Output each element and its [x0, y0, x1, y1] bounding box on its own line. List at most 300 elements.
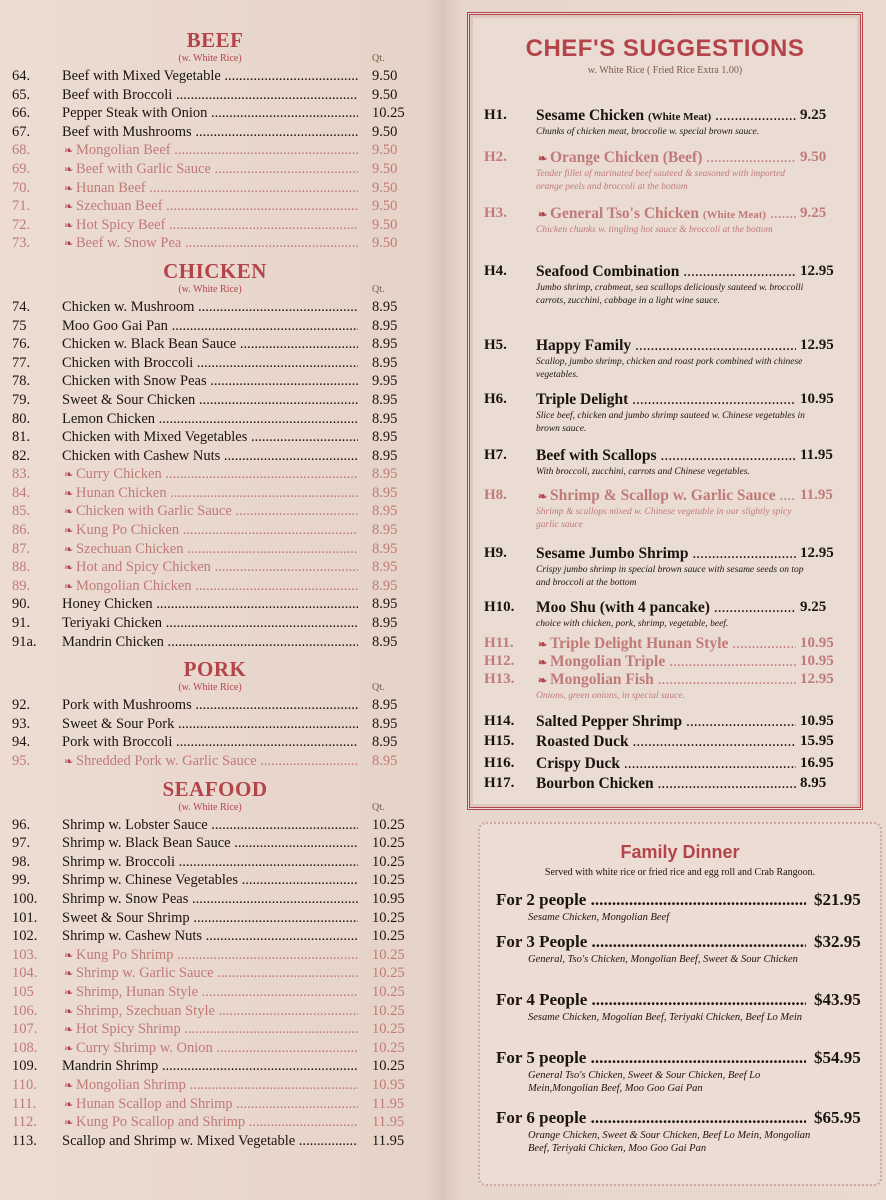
- item-name-text: Curry Shrimp w. Onion: [75, 1039, 213, 1056]
- item-name-text: Curry Chicken: [75, 466, 162, 483]
- item-price: 9.50: [800, 149, 827, 165]
- item-price: 8.95: [372, 697, 398, 714]
- menu-item-row: [10, 633, 420, 652]
- item-name-text: Chicken with Cashew Nuts: [62, 447, 221, 464]
- item-price: 10.25: [372, 965, 405, 982]
- seafood-rice-note: (w. White Rice): [178, 801, 242, 813]
- item-number: 91.: [12, 615, 31, 632]
- option-label: For 3 People .....: [496, 932, 806, 952]
- item-name: [536, 599, 796, 617]
- item-price: 9.50: [372, 160, 398, 177]
- item-number: 82.: [12, 447, 31, 464]
- item-name-text: Pork with Mushrooms: [62, 697, 192, 714]
- hot-pepper-icon: ❧: [64, 756, 76, 768]
- item-description: choice with chicken, pork, shrimp, vegetable, beef.: [536, 619, 729, 629]
- item-description: Scallop, jumbo shrimp, chicken and roast pork combined with chinese vegetables.: [536, 357, 803, 380]
- item-number: 89.: [12, 577, 31, 594]
- item-name-text: Lemon Chicken: [62, 410, 156, 427]
- item-name-text: Pepper Steak with Onion: [62, 105, 208, 122]
- item-name-text: Triple Delight Hunan Style: [549, 635, 729, 652]
- item-name-text: Chicken with Snow Peas: [62, 373, 207, 390]
- item-number: 99.: [12, 872, 31, 889]
- option-price: $21.95: [814, 890, 861, 909]
- hot-pepper-icon: ❧: [64, 145, 76, 158]
- item-name-text: Sesame Jumbo Shrimp: [536, 545, 689, 562]
- menu-item-row: [10, 372, 420, 391]
- item-price: 8.95: [372, 522, 398, 539]
- item-name: [62, 558, 358, 577]
- chicken-section: [10, 259, 420, 651]
- item-number: 75: [12, 317, 27, 334]
- item-name-text: Beef with Scallops: [536, 447, 657, 464]
- item-price: 11.95: [372, 1095, 405, 1112]
- item-price: 10.95: [372, 1076, 405, 1093]
- item-number: 80.: [12, 410, 31, 427]
- item-name: [536, 635, 796, 653]
- item-name-text: Shrimp, Hunan Style: [75, 983, 199, 1000]
- hot-pepper-icon: ❧: [64, 163, 76, 176]
- item-price: 8.95: [372, 753, 398, 769]
- item-name: [62, 614, 358, 632]
- hot-pepper-icon: ❧: [64, 1098, 76, 1111]
- item-name: [62, 595, 358, 613]
- item-name: [536, 671, 796, 689]
- hot-pepper-icon: ❧: [64, 182, 76, 195]
- item-name: [62, 983, 358, 1002]
- menu-item-row: [10, 558, 420, 577]
- menu-item-row: [10, 335, 420, 354]
- item-note: (White Meat): [647, 111, 712, 123]
- item-name-text: Happy Family: [536, 337, 632, 354]
- item-code: H6.: [484, 391, 507, 407]
- item-number: 68.: [12, 142, 31, 159]
- item-name-text: Mongolian Fish: [549, 671, 654, 688]
- item-number: 96.: [12, 816, 31, 833]
- item-name-text: Sweet & Sour Chicken: [62, 391, 196, 408]
- item-name: [62, 964, 358, 983]
- beef-section: [10, 28, 420, 253]
- item-code: H4.: [484, 263, 507, 279]
- menu-item-row: [10, 540, 420, 559]
- menu-item-row: [10, 123, 420, 142]
- item-number: 109.: [12, 1058, 38, 1075]
- item-number: 103.: [12, 946, 38, 963]
- item-description: Shrimp & scallops mixed w. Chinese vegetable in our slightly spicy garlic sauce: [536, 507, 792, 530]
- item-name-text: Moo Goo Gai Pan: [62, 317, 168, 334]
- menu-item-row: [10, 1002, 420, 1021]
- option-description: Sesame Chicken, Mongolian Beef: [528, 912, 670, 923]
- item-name-text: Mongolian Chicken: [75, 577, 192, 594]
- chicken-section-subheader: [10, 284, 420, 298]
- menu-item-row: [10, 890, 420, 909]
- item-name: [536, 263, 796, 281]
- item-number: 64.: [12, 68, 31, 84]
- item-name: [62, 909, 358, 927]
- beef-section-subheader: [10, 53, 420, 67]
- item-price: 9.50: [372, 123, 398, 140]
- family-dinner-title: Family Dinner: [620, 842, 740, 862]
- item-name: [62, 123, 358, 141]
- hot-pepper-icon: ❧: [538, 639, 550, 651]
- menu-item-row: [10, 179, 420, 198]
- item-name-text: Moo Shu (with 4 pancake): [536, 599, 710, 616]
- item-name: [62, 577, 358, 596]
- menu-item-row: [10, 141, 420, 160]
- item-name: [62, 67, 358, 85]
- menu-item-row: [10, 67, 420, 86]
- item-name-text: Szechuan Beef: [75, 198, 163, 215]
- hot-pepper-icon: ❧: [64, 525, 76, 538]
- item-number: 112.: [12, 1114, 37, 1131]
- item-name: [62, 1095, 358, 1114]
- chefs-suggestions-subtitle: w. White Rice ( Fried Rice Extra 1.00): [587, 65, 743, 76]
- item-number: 71.: [12, 198, 31, 215]
- option-label: For 6 people .....: [496, 1108, 806, 1128]
- item-number: 81.: [12, 429, 31, 446]
- hot-pepper-icon: ❧: [64, 986, 76, 999]
- menu-item-row: [10, 502, 420, 521]
- item-price: 8.95: [372, 633, 398, 650]
- hot-pepper-icon: ❧: [64, 562, 76, 575]
- seafood-qt-label: Qt.: [372, 801, 385, 813]
- item-price: 11.95: [372, 1132, 405, 1149]
- hot-pepper-icon: ❧: [538, 675, 550, 687]
- item-code: H14.: [484, 713, 515, 729]
- item-code: H10.: [484, 599, 515, 615]
- menu-item-row: [10, 1132, 420, 1151]
- item-number: 107.: [12, 1021, 38, 1038]
- item-price: 8.95: [372, 559, 398, 576]
- item-name: [536, 775, 796, 793]
- item-number: 74.: [12, 298, 31, 315]
- seafood-section-subheader: [10, 802, 420, 816]
- item-code: H7.: [484, 447, 507, 463]
- option-label: For 2 people .....: [496, 890, 806, 910]
- item-name: [62, 1076, 358, 1095]
- menu-item-row: [10, 577, 420, 596]
- item-number: 98.: [12, 853, 31, 870]
- item-price: 8.95: [372, 429, 398, 446]
- hot-pepper-icon: ❧: [538, 209, 550, 221]
- item-name: [62, 179, 358, 198]
- item-name: [536, 107, 796, 125]
- item-price: 10.95: [800, 713, 834, 729]
- item-note: (White Meat): [702, 209, 767, 221]
- item-number: 70.: [12, 179, 31, 196]
- item-name: [62, 521, 358, 540]
- item-description: Tender fillet of marinated beef sauteed & seasoned with imported orange peels and broccoli at the bottom: [536, 169, 785, 192]
- item-name: [536, 447, 796, 465]
- item-name: [536, 391, 796, 409]
- family-dinner-panel: [478, 822, 882, 1186]
- item-name: [62, 1039, 358, 1058]
- menu-item-row: [10, 1076, 420, 1095]
- item-code: H5.: [484, 337, 507, 353]
- item-name: [536, 149, 796, 167]
- item-price: 8.95: [372, 447, 398, 464]
- item-name-text: Shrimp, Szechuan Style: [75, 1002, 215, 1019]
- item-code: H2.: [484, 149, 507, 165]
- beef-rice-note: (w. White Rice): [178, 53, 242, 64]
- hot-pepper-icon: ❧: [64, 1024, 76, 1037]
- item-name: [62, 1132, 358, 1150]
- item-name-text: Beef with Garlic Sauce: [75, 160, 211, 177]
- item-number: 94.: [12, 734, 31, 751]
- item-description: Jumbo shrimp, crabmeat, sea scallops deliciously sauteed w. broccolli carrots, zucchini, cabbage in a light wine sauce.: [536, 283, 804, 306]
- item-name: [536, 487, 796, 505]
- left-menu-column: [10, 28, 420, 1150]
- item-name: [62, 197, 358, 216]
- item-name: [62, 317, 358, 335]
- chefs-suggestions-title: CHEF'S SUGGESTIONS: [525, 35, 805, 62]
- menu-item-row: [10, 447, 420, 466]
- menu-item-row: [10, 521, 420, 540]
- hot-pepper-icon: ❧: [64, 506, 76, 519]
- item-name-text: Beef with Mixed Vegetable: [62, 68, 221, 84]
- item-code: H8.: [484, 487, 507, 503]
- item-price: 9.50: [372, 235, 398, 252]
- item-name-text: Chicken with Broccoli: [62, 354, 194, 371]
- item-name-text: Hunan Beef: [75, 179, 146, 196]
- item-price: 10.25: [372, 946, 405, 963]
- menu-item-row: [10, 834, 420, 853]
- menu-item-row: [10, 391, 420, 410]
- item-name: [62, 927, 358, 945]
- item-name-text: Shrimp w. Broccoli: [62, 853, 176, 870]
- pork-rice-note: (w. White Rice): [178, 682, 242, 694]
- item-name-text: Honey Chicken: [62, 596, 153, 613]
- item-code: H15.: [484, 733, 515, 749]
- item-price: 9.50: [372, 142, 398, 159]
- item-name: [536, 653, 796, 671]
- item-price: 9.50: [372, 198, 398, 215]
- item-code: H3.: [484, 205, 507, 221]
- item-name: [62, 465, 358, 484]
- item-name: [62, 816, 358, 834]
- menu-item-row: [10, 410, 420, 429]
- chicken-section-title: CHICKEN: [163, 258, 267, 283]
- item-price: 10.25: [372, 853, 405, 870]
- item-number: 65.: [12, 86, 31, 103]
- item-number: 72.: [12, 216, 31, 233]
- item-code: H12.: [484, 653, 515, 669]
- item-name: [62, 502, 358, 521]
- pork-section-title: PORK: [183, 657, 247, 682]
- menu-item-row: [10, 964, 420, 983]
- item-price: 10.25: [372, 1021, 405, 1038]
- hot-pepper-icon: ❧: [64, 580, 76, 593]
- item-price: 10.25: [372, 983, 405, 1000]
- item-code: H17.: [484, 775, 515, 791]
- item-name-text: Kung Po Shrimp: [75, 946, 174, 963]
- item-number: 104.: [12, 965, 38, 982]
- item-price: 8.95: [372, 466, 398, 483]
- menu-item-row: [10, 614, 420, 633]
- hot-pepper-icon: ❧: [538, 657, 550, 669]
- item-name-text: Chicken with Garlic Sauce: [75, 503, 232, 520]
- item-number: 108.: [12, 1039, 38, 1056]
- item-number: 90.: [12, 596, 31, 613]
- item-price: 10.25: [372, 1002, 405, 1019]
- item-name-text: Shrimp w. Black Bean Sauce: [62, 835, 231, 852]
- item-name: [536, 545, 796, 563]
- item-price: 12.95: [800, 671, 834, 687]
- item-price: 8.95: [372, 391, 398, 408]
- beef-qt-label: Qt.: [372, 53, 385, 64]
- item-number: 84.: [12, 484, 31, 501]
- menu-item-row: [10, 1039, 420, 1058]
- item-price: 11.95: [800, 447, 833, 463]
- item-price: 8.95: [372, 484, 398, 501]
- item-number: 110.: [12, 1076, 37, 1093]
- item-name: [536, 733, 796, 751]
- item-name: [62, 752, 358, 771]
- item-price: 8.95: [800, 775, 827, 791]
- item-name: [62, 160, 358, 179]
- item-number: 85.: [12, 503, 31, 520]
- item-price: 8.95: [372, 410, 398, 427]
- menu-item-row: [10, 816, 420, 835]
- hot-pepper-icon: ❧: [538, 153, 550, 165]
- option-price: $65.95: [814, 1108, 861, 1127]
- item-number: 102.: [12, 928, 38, 945]
- item-description: Onions, green onions, in special sauce.: [536, 691, 685, 701]
- menu-item-row: [10, 853, 420, 872]
- option-description: Sesame Chicken, Mogolian Beef, Teriyaki Chicken, Beef Lo Mein: [528, 1012, 802, 1023]
- item-price: 10.95: [800, 635, 834, 651]
- item-number: 79.: [12, 391, 31, 408]
- item-description: Chunks of chicken meat, broccolie w. special brown sauce.: [536, 127, 760, 137]
- item-number: 76.: [12, 336, 31, 353]
- item-name-text: Shredded Pork w. Garlic Sauce: [75, 753, 257, 769]
- item-name: [62, 834, 358, 852]
- menu-item-row: [10, 715, 420, 734]
- menu-item-row: [10, 696, 420, 715]
- hot-pepper-icon: ❧: [538, 491, 550, 503]
- item-price: 16.95: [800, 755, 834, 771]
- item-name-text: Hot Spicy Shrimp: [75, 1021, 181, 1038]
- item-name-text: Mongolian Beef: [75, 142, 171, 159]
- chicken-rice-note: (w. White Rice): [178, 283, 242, 295]
- item-price: 10.95: [800, 653, 834, 669]
- item-price: 9.25: [800, 205, 827, 221]
- item-name: [62, 715, 358, 733]
- item-number: 106.: [12, 1002, 38, 1019]
- item-name-text: Shrimp w. Garlic Sauce: [75, 965, 214, 982]
- item-price: 8.95: [372, 615, 398, 632]
- item-name-text: Hunan Scallop and Shrimp: [75, 1095, 233, 1112]
- option-price: $54.95: [814, 1048, 861, 1067]
- item-price: 8.95: [372, 715, 398, 732]
- item-description: With broccoli, zucchini, carrots and Chinese vegetables.: [536, 467, 750, 477]
- item-number: 92.: [12, 697, 31, 714]
- item-name-text: Mongolian Triple: [549, 653, 666, 670]
- item-number: 101.: [12, 909, 38, 926]
- menu-item-row: [10, 160, 420, 179]
- menu-item-row: [10, 234, 420, 253]
- item-price: 9.50: [372, 179, 398, 196]
- hot-pepper-icon: ❧: [64, 238, 76, 251]
- option-label: For 4 People .....: [496, 990, 806, 1010]
- item-name: [62, 216, 358, 235]
- item-price: 10.25: [372, 872, 405, 889]
- option-description: General Tso's Chicken, Sweet & Sour Chicken, Beef Lo Mein,Mongolian Beef, Moo Goo Gai Pan: [528, 1070, 761, 1094]
- chicken-qt-label: Qt.: [372, 283, 385, 295]
- item-number: 67.: [12, 123, 31, 140]
- item-name-text: Orange Chicken (Beef): [549, 149, 703, 166]
- item-price: 8.95: [372, 596, 398, 613]
- hot-pepper-icon: ❧: [64, 487, 76, 500]
- item-number: 83.: [12, 466, 31, 483]
- seafood-section-title: SEAFOOD: [162, 776, 268, 801]
- item-number: 95.: [12, 753, 31, 769]
- item-price: 9.50: [372, 216, 398, 233]
- item-code: H13.: [484, 671, 515, 687]
- item-name-text: Mongolian Shrimp: [75, 1076, 186, 1093]
- menu-item-row: [10, 909, 420, 928]
- item-name: [62, 86, 358, 104]
- item-name: [62, 141, 358, 160]
- item-price: 10.25: [372, 1039, 405, 1056]
- item-name-text: Kung Po Scallop and Shrimp: [75, 1114, 246, 1131]
- item-name-text: Shrimp w. Lobster Sauce: [62, 816, 208, 833]
- item-name: [62, 1057, 358, 1075]
- hot-pepper-icon: ❧: [64, 1005, 76, 1018]
- item-name: [62, 633, 358, 651]
- item-number: 97.: [12, 835, 31, 852]
- item-price: 15.95: [800, 733, 834, 749]
- item-price: 10.25: [372, 928, 405, 945]
- menu-item-row: [10, 983, 420, 1002]
- item-price: 9.25: [800, 599, 827, 615]
- item-name: [62, 104, 358, 122]
- item-number: 105: [12, 983, 34, 1000]
- item-price: 9.25: [800, 107, 827, 123]
- beef-section-title: BEEF: [186, 28, 244, 52]
- menu-item-row: [10, 317, 420, 336]
- hot-pepper-icon: ❧: [64, 469, 76, 482]
- menu-item-row: [10, 216, 420, 235]
- item-name: [62, 871, 358, 889]
- option-label: For 5 people .....: [496, 1048, 806, 1068]
- item-number: 91a.: [12, 633, 37, 650]
- menu-item-row: [10, 86, 420, 105]
- item-name: [536, 337, 796, 355]
- item-name-text: Triple Delight: [536, 391, 629, 408]
- item-description: Slice beef, chicken and jumbo shrimp sauteed w. Chinese vegetables in brown sauce.: [536, 411, 805, 434]
- menu-item-row: [10, 298, 420, 317]
- item-name-text: Chicken w. Black Bean Sauce: [62, 336, 237, 353]
- item-price: 10.25: [372, 835, 405, 852]
- menu-item-row: [10, 197, 420, 216]
- item-name-text: Hot and Spicy Chicken: [75, 559, 211, 576]
- option-description: General, Tso's Chicken, Mongolian Beef, Sweet & Sour Chicken: [528, 954, 798, 965]
- item-price: 10.95: [800, 391, 834, 407]
- item-name-text: Chicken with Mixed Vegetables: [62, 429, 248, 446]
- item-price: 12.95: [800, 545, 834, 561]
- menu-item-row: [10, 1095, 420, 1114]
- item-name-text: Roasted Duck: [536, 733, 629, 750]
- item-number: 111.: [12, 1095, 37, 1112]
- item-number: 93.: [12, 715, 31, 732]
- item-name-text: Pork with Broccoli: [62, 734, 173, 751]
- item-number: 113.: [12, 1132, 37, 1149]
- menu-item-row: [10, 927, 420, 946]
- item-name: [62, 298, 358, 316]
- item-code: H1.: [484, 107, 507, 123]
- item-price: 10.25: [372, 105, 405, 122]
- item-price: 10.25: [372, 816, 405, 833]
